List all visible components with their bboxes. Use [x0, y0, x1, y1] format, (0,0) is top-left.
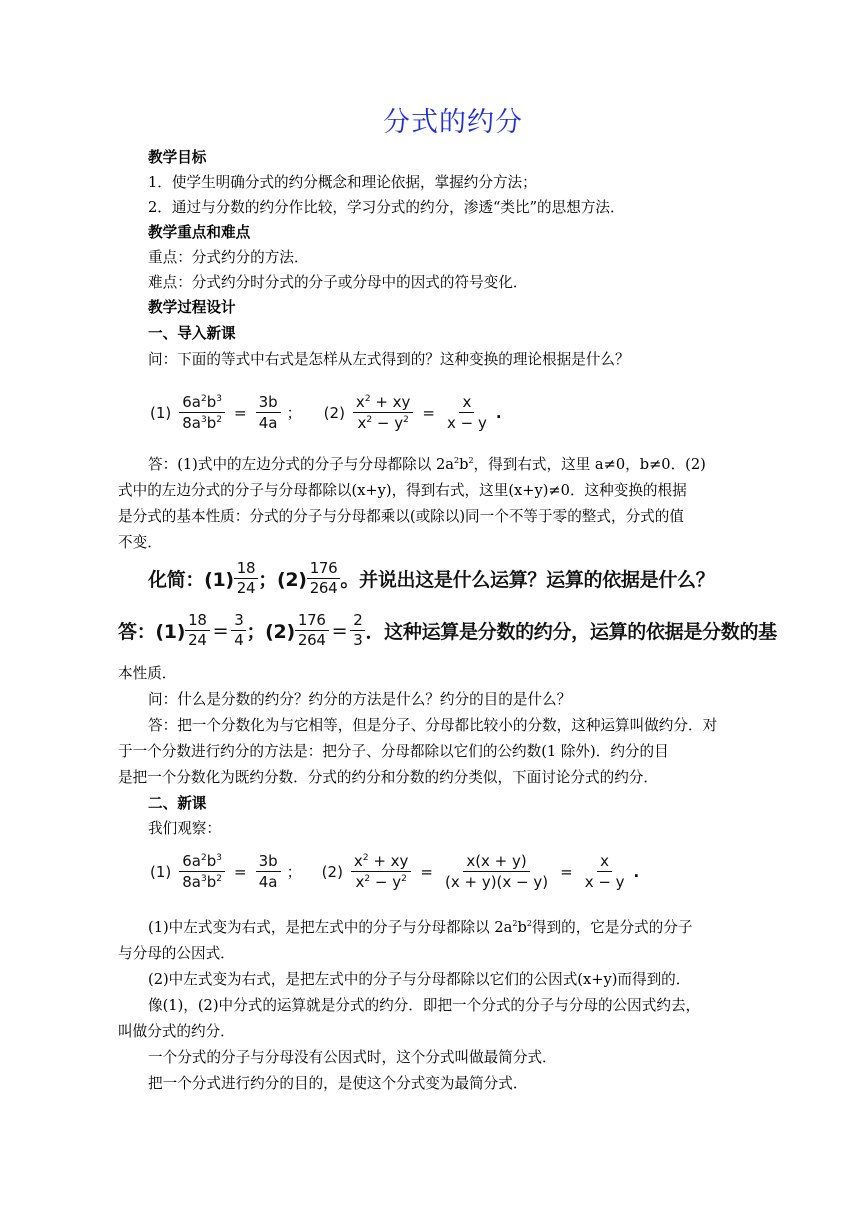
- paragraph-1-line-1: (1)中左式变为右式，是把左式中的分子与分母都除以 $2a^2b^2$得到的，它是分式的分子: [148, 919, 693, 936]
- answer-2-line-2: 于一个分数进行约分的方法是：把分子、分母都除以它们的公约数(1 除外)．约分的目: [118, 743, 669, 760]
- paragraph-3-line-2: 叫做分式的约分．: [118, 1023, 235, 1040]
- fraction-176-264: $\frac{176}{264}$: [307, 560, 341, 597]
- observe-label: 我们观察：: [148, 820, 221, 837]
- eq-label-1: (1): [150, 403, 172, 422]
- fraction-left-2: $\frac{x^2 + xy}{x^2 - y^2}$: [353, 393, 413, 432]
- fraction-left-1: $\frac{6a^2b^3}{8a^3b^2}$: [179, 393, 225, 432]
- simplify-question: 化简：(1) $\frac{18}{24}$ ；(2) $\frac{176}{264}$ 。并说出这是什么运算？运算的依据是什么？: [148, 559, 715, 597]
- paragraph-1-line-2: 与分母的公因式．: [118, 945, 235, 962]
- question-1: 问：下面的等式中右式是怎样从左式得到的？这种变换的理论根据是什么？: [148, 351, 630, 368]
- answer-1-line-1: 答：(1)式中的左边分式的分子与分母都除以 $2a^2b^2$，得到右式，这里 a≠0，b≠0．(2): [148, 456, 706, 473]
- key-point: 重点：分式约分的方法．: [148, 249, 309, 266]
- answer-1-line-4: 不变．: [118, 534, 162, 551]
- equation-block-1: (1) $\frac{6a^2b^3}{8a^3b^2}$ = $\frac{3b}{4a}$ ； (2) $\frac{x^2 + xy}{x^2 - y^2}$ = $\frac{x}{x - y}$ .: [150, 393, 502, 432]
- simplify-answer: 答：(1) $\frac{18}{24}$ = $\frac{3}{4}$ ；(2) $\frac{176}{264}$ = $\frac{2}{3}$ ．这种运算是分数的约分，运算的依据是分数的基: [118, 611, 777, 649]
- section-heading-key-points: 教学重点和难点: [148, 224, 251, 241]
- difficulty: 难点：分式约分时分式的分子或分母中的因式的符号变化．: [148, 274, 528, 291]
- page-title: 分式的约分: [383, 107, 523, 138]
- section-heading-intro: 一、导入新课: [148, 325, 236, 342]
- fraction-right-1: $\frac{3b}{4a}$: [256, 393, 281, 432]
- fraction-18-24: $\frac{18}{24}$: [234, 560, 259, 597]
- answer-1-line-3: 是分式的基本性质：分式的分子与分母都乘以(或除以)同一个不等于零的整式，分式的值: [118, 508, 684, 525]
- fraction-factored: $\frac{x(x + y)}{(x + y)(x - y)}$: [444, 852, 549, 891]
- goal-item-1: 1．使学生明确分式的约分概念和理论依据，掌握约分方法；: [148, 174, 537, 191]
- answer-2-line-3: 是把一个分数化为既约分数．分式的约分和分数的约分类似，下面讨论分式的约分．: [118, 769, 658, 786]
- eq-label-2: (2): [323, 403, 345, 422]
- section-heading-process: 教学过程设计: [148, 299, 236, 316]
- section-heading-goals: 教学目标: [148, 149, 207, 166]
- paragraph-3-line-1: 像(1)，(2)中分式的运算就是分式的约分．即把一个分式的分子与分母的公因式约去，: [148, 997, 701, 1014]
- paragraph-5: 把一个分式进行约分的目的，是使这个分式变为最简分式．: [148, 1075, 528, 1092]
- section-heading-new-lesson: 二、新课: [148, 795, 207, 812]
- answer-2-line-1: 答：把一个分数化为与它相等，但是分子、分母都比较小的分数，这种运算叫做约分．对: [148, 717, 718, 734]
- goal-item-2: 2．通过与分数的约分作比较，学习分式的约分，渗透“类比”的思想方法．: [148, 199, 625, 216]
- paragraph-4: 一个分式的分子与分母没有公因式时，这个分式叫做最简分式．: [148, 1049, 557, 1066]
- answer-1-line-2: 式中的左边分式的分子与分母都除以(x+y)，得到右式，这里(x+y)≠0．这种变换的根据: [118, 482, 687, 499]
- fraction-right-2: $\frac{x}{x - y}$: [446, 393, 487, 432]
- question-2: 问：什么是分数的约分？约分的方法是什么？约分的目的是什么？: [148, 691, 572, 708]
- equation-block-2: (1) $\frac{6a^2b^3}{8a^3b^2}$ = $\frac{3b}{4a}$ ； (2) $\frac{x^2 + xy}{x^2 - y^2}$ = $\frac{x(x + y)}{(x + y)(x - y)}$ = $\frac{x}{x - y}$ .: [150, 852, 640, 891]
- answer-tail: 本性质．: [118, 665, 177, 682]
- paragraph-2: (2)中左式变为右式，是把左式中的分子与分母都除以它们的公因式(x+y)而得到的．: [148, 971, 691, 988]
